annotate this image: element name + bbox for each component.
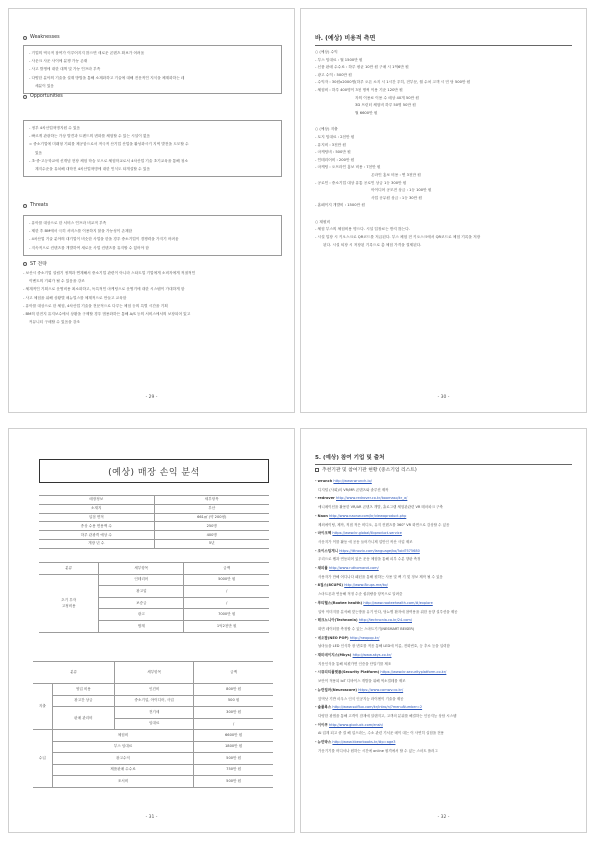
table-cell: 합계 — [99, 620, 184, 632]
threats-box — [23, 215, 282, 256]
company-name-line — [315, 686, 577, 695]
page-title: (예상) 매장 손익 분석 — [39, 459, 269, 483]
page-32 — [300, 428, 587, 833]
table-header-row — [39, 563, 269, 575]
company-description: AI 업계 되고 중 결 해 업으라는, 수소 관련 기서운 메이 대는 이 사연히 실험을 전용 — [318, 731, 445, 736]
company-name: - 채피플 — [315, 566, 328, 571]
company-description: 다양한 광범을 통해 고객이 잠재에 알랜지고, 고객의 분위를 해결하는 인공지능 상담 시스템 — [318, 713, 457, 718]
table-row — [33, 741, 273, 753]
table-cell: 400명 — [154, 531, 269, 540]
table-cell: 인건비 — [115, 684, 194, 696]
text-line: - 토지 임대료 : 2천만 원 — [315, 134, 355, 139]
table-row — [39, 513, 269, 522]
circle-bullet-icon — [23, 262, 27, 266]
square-bullet-icon — [315, 468, 319, 472]
store-info-table — [39, 495, 269, 549]
table-cell: 광고간 상금 — [52, 695, 114, 707]
company-description: 화면 데이터를 측정할 수 있는 스마트기기(NESMART BEISER) — [318, 626, 415, 631]
company-name-line — [315, 738, 577, 747]
header-cell: 분류 — [39, 563, 99, 575]
company-name: - 조이스팀게니 — [315, 548, 338, 553]
section-title: 5. (예상) 참여 기업 및 출처 — [315, 453, 572, 465]
table-cell: 500만 원 — [194, 753, 273, 765]
company-name: - 뉴턴박스 — [315, 740, 332, 745]
table-row — [39, 504, 269, 513]
company-name-line — [315, 564, 577, 573]
table-cell: 광고수익 — [52, 753, 194, 765]
page-number: - 31 - — [145, 815, 158, 820]
table-cell: 7000만 원 — [184, 609, 269, 621]
list-item: 계지수준을 유치해 대학진 4차산업혁명에 대한 인식도 타개설할 수 있음 — [35, 167, 151, 172]
text-line: - 체험 부스의 체험비용 명으다. 시설 입장료는 받지 않는다. — [315, 227, 410, 232]
table-cell: 영업 비용 — [52, 684, 114, 696]
table-cell: 입점 면적 — [39, 513, 154, 522]
text-line: ○ 재원비 — [315, 219, 331, 224]
table-row — [33, 776, 273, 788]
company-name: - wrunch — [315, 479, 333, 483]
company-url-link[interactable]: http://www.giocluck.com/ensh/ — [329, 722, 383, 727]
company-name: - 솔플록스 — [315, 705, 332, 710]
company-name-line — [315, 634, 577, 643]
company-name: - 마이크팩 — [315, 531, 332, 536]
list-item: 있음 — [35, 150, 43, 155]
company-name-line — [315, 581, 577, 590]
text-line: ○ (예상) 수익 — [315, 50, 338, 54]
company-description: 사운지가 이를 활동 에 공동 들어가니제 업만인 작산 사업 제조 — [318, 539, 413, 544]
header-cell: 세부항목 — [99, 563, 184, 575]
text-line: - 인테리어비 : 200만 원 — [315, 157, 355, 162]
company-url-link[interactable]: http://neopop.kr/ — [349, 635, 380, 640]
table-cell: 전기세 — [115, 707, 194, 719]
table-cell: 부산 — [154, 504, 269, 513]
table-row — [33, 695, 273, 707]
company-description: 스마트폰과 연동해 적정 수준 섭취량을 항목으로 알려줌 — [318, 592, 403, 597]
text-line: - 체험비 : 하루 400명이 3천 명씩 이용 기준 120만 원 — [315, 87, 403, 92]
table-cell: 500만 원 — [194, 776, 273, 788]
list-item: - 정부 4차산업혁명지원 수 있음 — [29, 126, 81, 130]
header-cell: 세부항목 — [154, 496, 269, 505]
page-31 — [8, 428, 295, 833]
list-item: - 사운크 사운 사이에 분쟁 가능 존재 — [29, 59, 88, 64]
table-cell: 5000만 원 — [184, 574, 269, 586]
circle-bullet-icon — [23, 36, 27, 40]
table-row — [33, 730, 273, 742]
table-cell: / — [194, 718, 273, 730]
header-cell: 금액 — [184, 563, 269, 575]
table-row — [39, 539, 269, 548]
list-item: = 중소기업에 미래형 기회를 제공함으로서 적극적 산기업 산업을 활성화시키 지역 발전을 도모할 수 — [29, 142, 189, 147]
list-item: 이벤트의 기회가 될 수 있음을 강조 — [29, 279, 85, 284]
company-list — [315, 477, 577, 756]
company-url-link[interactable]: http://technonia.co.kr/24.com/ — [358, 618, 412, 623]
company-url-link[interactable]: http://www.kbearbooks.kr/#p=age3 — [332, 740, 396, 745]
table-cell: 중소기업, 아이디어, 사업 — [115, 695, 194, 707]
company-name-line — [315, 616, 577, 625]
text-line: - 수익자 : 30원x2000명(하루 오픈 소지 시 1시간 우히, 전부문, 월 수처 고객 시 민 당 500만 원 — [315, 80, 471, 85]
table-cell: 개장 년 수 — [39, 539, 154, 548]
text-line: - 마케팅 : 오프라인 홍보 비용 : 7천만 원 — [315, 165, 381, 170]
text-line: - 부스 임대료 : 월 1500만 원 — [315, 57, 363, 62]
list-item: - 4차산업 기술 분야의 대기업이 비슷한 사업을 한을 경우 중소기업이 경쟁력을 가지기 어려움 — [29, 237, 179, 242]
page-29 — [8, 8, 295, 413]
table-cell: 체험비 — [52, 730, 194, 742]
list-item: - 지속적으로 컨텐츠를 개발하여 새로운 사업 컨텐츠를 유지할 수 있어야 함 — [29, 245, 149, 250]
group-cell — [39, 574, 99, 632]
table-cell: 광고업 — [99, 586, 184, 598]
table-cell: 250명 — [154, 522, 269, 531]
page-30 — [300, 8, 587, 413]
company-url-link[interactable]: http://www.naonw.com/kr/viewaproduct.php — [329, 513, 407, 518]
table-cell: 1800만 원 — [194, 741, 273, 753]
company-name: - 8접스(8CUPS) — [315, 583, 343, 588]
threats-heading: Threats — [23, 203, 48, 208]
table-row — [33, 684, 273, 696]
table-cell: 300만 원 — [194, 707, 273, 719]
text-line: 3D 프린터 체험비 하루 50명 50만 원 — [355, 103, 416, 108]
table-cell: 하루 관광객 예상 수 — [39, 531, 154, 540]
group-label: 초기 투자 — [61, 598, 77, 603]
table-cell: 인테리어 — [99, 574, 184, 586]
table-cell: 661㎡ (약 200평) — [154, 513, 269, 522]
table-cell: 부스 임대료 — [52, 741, 194, 753]
st-strategy-heading: ST 전략 — [23, 260, 47, 267]
text-line: 된다. 시설 퇴장 시 저장된 기록으로 총 체험 가격을 결제된다. — [323, 242, 422, 247]
company-name-line — [315, 703, 577, 712]
company-url-link[interactable]: http://www.wrunch.io/ — [333, 479, 372, 483]
company-name: - 네오팝(NEO POP) — [315, 635, 349, 640]
company-description: 가운기기를 어디서나 원하는 시간에 online 원격에서 할 수 있는 스마트 플러그 — [318, 748, 438, 753]
initial-investment-table — [39, 562, 269, 633]
list-item: - 유아를 대상으로 한 서비스 인프라 비교적 부족 — [29, 221, 107, 225]
list-item: - 빠르게 관광하는 가상 발견과 트렌드의 변화를 체험할 수 있는 시설이 없음 — [29, 134, 151, 139]
company-description: 디지털 (사회)의 VR/MR 콘텐츠와 솔루션 제작 — [318, 487, 389, 492]
opportunities-heading: Opportunities — [23, 94, 63, 99]
section-title: 바. (예상) 비용적 측면 — [315, 33, 572, 46]
table-row — [39, 522, 269, 531]
company-name-line — [315, 599, 577, 608]
company-url-link[interactable]: https://www.kr.global/libproduct-service — [332, 531, 402, 536]
company-description: 사용자가 만해 어디나다 패턴을 통해 원하는 사용 및 팩 기 및 정보 제작 될 수 있음 — [318, 574, 443, 579]
list-item: - 보산시 중소기업 설립기 정책과 연계해서 중소기업 관련이 아니라 스타트업 기업에게 소비자에게 적절적인 — [23, 271, 196, 275]
subtitle: 추천기관 및 참여기관 현황 (중소기업 리스트) — [315, 466, 417, 473]
company-name-line — [315, 668, 577, 677]
circle-bullet-icon — [23, 95, 27, 99]
company-description: 앞먹낫 기반 마우스 인식 인공지능 라이센이 기술을 제공 — [318, 696, 404, 701]
table-cell: 5년 — [154, 539, 269, 548]
st-strategy-list — [23, 269, 285, 326]
header-cell: 금액 — [194, 662, 273, 684]
header-cell: 분류 — [33, 662, 115, 684]
text-line: 사업 공무원 상금 : 1등 30만 원 — [371, 195, 422, 200]
table-row — [39, 531, 269, 540]
table-row — [33, 707, 273, 719]
company-name-line — [315, 529, 577, 538]
group-cell: 수입 — [33, 730, 52, 788]
table-cell: 임대료 — [115, 718, 194, 730]
table-row — [33, 764, 273, 776]
company-url-link[interactable]: https://www.comwv.co.kr/ — [358, 687, 404, 692]
text-line: ○ (예상) 지출 — [315, 127, 338, 132]
table-row — [39, 574, 269, 586]
text-line: - 유지비 : 3천만 원 — [315, 142, 346, 147]
company-name-line — [315, 477, 577, 486]
list-item: - BM의 한전지 유지보수에서 상황을 구제할 경우 범용화하든 통해 A/S 등의 서비스에서의 보장되어 있고 — [23, 312, 191, 317]
weaknesses-box — [23, 45, 282, 94]
list-item: 세분이 있음 — [35, 83, 54, 88]
table-cell: 800만 원 — [194, 684, 273, 696]
table-cell: 판매 관리비 — [52, 707, 114, 730]
table-cell: 종상 수용 면용액 수 — [39, 522, 154, 531]
text-line: - 광고 수익 : 500만 원 — [315, 72, 352, 77]
company-name: - redrover — [315, 496, 335, 501]
text-line: - 마케팅비 : 500만 원 — [315, 150, 351, 155]
company-description: 제외에이팅, 제작, 직접 적은 비디오, 유지 컨텐츠를 360° VR 화면으로 감상할 수 있음 — [318, 522, 450, 527]
company-name: - 재미데이지스(Mkys) — [315, 653, 352, 658]
text-line: - 공로인 : 중소기업 대상 유통 공로인 상금 1등 300만 원 — [315, 180, 407, 185]
list-item: 커뮤니티 구매할 수 있음을 강조 — [29, 320, 80, 325]
text-line: 월 6600만 원 — [355, 110, 378, 115]
weaknesses-heading: Weaknesses — [23, 35, 60, 40]
company-url-link[interactable]: https://www.kr.securityplatform.co.kr/ — [380, 670, 447, 675]
company-description: 날마들을 LED 인식하 장 변호를 적음 통해 LED에 이름, 전화번호, 등 추소 등을 입력함 — [318, 644, 450, 649]
table-cell: 조서비 — [52, 776, 194, 788]
table-cell: / — [184, 586, 269, 598]
list-item: - 다양한 분야의 기술을 설계 방법을 통해 소재화하고 기술에 대해 전문적인 지식을 체계화하는 데 — [29, 75, 185, 80]
text-line: 온라인 홍보 비용 : 연 3천만 원 — [371, 172, 421, 177]
group-cell: 지출 — [33, 684, 52, 730]
company-name-line — [315, 494, 577, 503]
list-item: - 체계적인 기획으로 운영비용 최소화하고, 독특적인 마케팅으로 운영기에 대한 시스템이 가대하게 함 — [23, 287, 185, 292]
table-cell: 제품판매 수수료 — [52, 764, 194, 776]
table-cell: / — [184, 597, 269, 609]
cost-text — [315, 49, 577, 249]
company-name: - 테크노니아(Technonia) — [315, 618, 358, 623]
company-description: 지문인식을 통해 퇴켰가면 인증을 단말기를 제조 — [318, 661, 392, 666]
text-line: - 시설 입장 시 키오스크로 QR코드를 저급된다. 부스 체험 전 키오스크에서 QR코드로 체험 기록을 저장 — [315, 235, 481, 240]
list-item: - 사고 체험을 위해 상황별 매뉴얼스를 체계적으로 만들고 교육함 — [23, 295, 127, 300]
text-line: - 신품 판매 수수료 : 하루 평균 10만 원 구매 시 1억6만 원 — [315, 65, 409, 70]
list-item: - 사고 발생에 대한 대책 및 가능 인프라 부족 — [29, 67, 101, 72]
company-url-link[interactable]: http://www.redrover.co.kr/boomaso/kr_a/ — [336, 496, 408, 501]
company-url-link[interactable]: http://www.8cups.me/ko/ — [344, 583, 388, 588]
list-item: - 초·중·고등학교에 신개념 현장 체험 학습 모으로 체험학교로서 4차산업 기술 초기교육을 통해 청소 — [29, 158, 189, 163]
company-name: - 루티헬스(Rootee health) — [315, 600, 363, 605]
table-cell: 750만 원 — [194, 764, 273, 776]
table-row — [33, 753, 273, 765]
list-item: - 기업의 역국적 참여가 이루어지지 않으면 새로운 콘텐츠 확보가 어려움 — [29, 51, 145, 55]
header-cell: 매장정보 — [39, 496, 154, 505]
page-number: - 32 - — [437, 815, 450, 820]
table-header-row — [33, 662, 273, 684]
company-url-link[interactable]: https://ittnovix.com/language/ko/?oid?575680 — [339, 548, 420, 553]
company-name: - Naon — [315, 513, 328, 518]
table-cell: 광고 — [99, 609, 184, 621]
table-cell: 보증금 — [99, 597, 184, 609]
table-cell: 6600만 원 — [194, 730, 273, 742]
company-description: 일탁 이미지를 분석해 맞는방을 유기 안다, 당뇨병 환자에 참여용을 위한 동향 설루션을 제공 — [318, 609, 458, 614]
company-name: - 뉴런컬러(Neuroscore) — [315, 687, 357, 692]
company-name-line — [315, 512, 577, 521]
page-number: - 29 - — [145, 395, 158, 400]
company-description: 보안이 적용되 IoT 디바이스 개발을 위해 역소멀테를 제조 — [318, 679, 406, 684]
company-name-line — [315, 651, 577, 660]
group-label: 고정비용 — [61, 604, 76, 609]
header-cell: 세부항목 — [115, 662, 194, 684]
company-description: 애니메이션을 활용한 VR/AR 콘텐츠 개발, 홀로그램 체험관관련 VR 테마파크 구축 — [318, 505, 443, 510]
table-cell: 500 원 — [194, 695, 273, 707]
text-line: 자의 이용료 이용 수 매상 40개 50만 원 — [355, 95, 419, 100]
text-line: 아이디어 공모전 상금 : 1등 100만 원 — [371, 188, 432, 193]
company-name: - 시큐리티플랫폼(Security Platform) — [315, 670, 380, 675]
company-name-line — [315, 547, 577, 556]
page-number: - 30 - — [437, 395, 450, 400]
list-item: - 유아를 대상으로 한 체험, 4차산업 기술을 전문적으로 다루는 체험 등의 특별 시간을 기획 — [23, 303, 168, 308]
company-description: 우리으로 웹과 연동되어 있은 운동 체험을 통해 피부 수분 향판 측정 — [318, 557, 421, 562]
company-name-line — [315, 721, 577, 730]
company-url-link[interactable]: http://www.rooteehealth.com/#/explore — [363, 600, 433, 605]
circle-bullet-icon — [23, 204, 27, 208]
company-url-link[interactable]: http://www.ruthomarot.com/ — [329, 566, 379, 571]
income-expense-table — [33, 661, 273, 788]
table-cell: 소재지 — [39, 504, 154, 513]
text-line: - 홈페이지 개발비 : 1500만 원 — [315, 203, 365, 208]
company-url-link[interactable]: http://www.akys.co.kr/ — [352, 653, 392, 658]
company-name: - 이이쿠 — [315, 722, 328, 727]
company-url-link[interactable]: http://www.solflux.com/kr/intro/n/?menuNumber=2 — [332, 705, 423, 710]
table-cell: 1억2천만 원 — [184, 620, 269, 632]
list-item: - 제한 후 BM에서 극히 서비스를 이용하지 않을 가능성이 존재함 — [29, 229, 133, 234]
opportunities-box — [23, 120, 282, 177]
table-header-row — [39, 496, 269, 505]
